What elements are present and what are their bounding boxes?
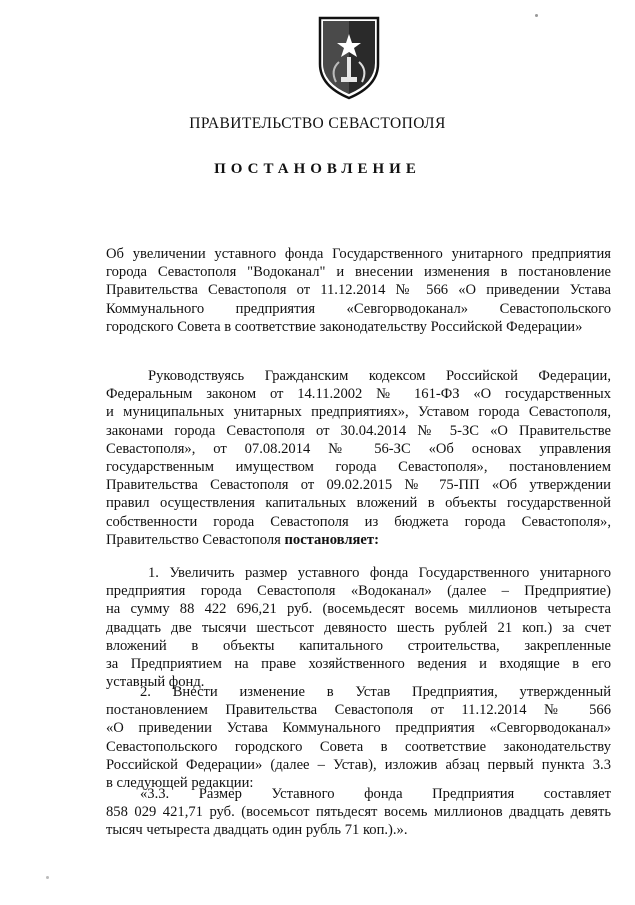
preamble-last-prefix: Правительство Севастополя bbox=[106, 531, 285, 548]
clause-2-line: Севастопольского городского Совета в соответствие законодательству bbox=[106, 738, 611, 755]
scan-speck bbox=[46, 876, 49, 879]
clause-2 bbox=[106, 683, 611, 792]
clause-1-line: уставный фонд. bbox=[106, 674, 205, 691]
preamble-line: Правительства Севастополя от 09.02.2015 № 75-ПП «Об утверждении bbox=[106, 477, 611, 494]
clause-2-line: Российской Федерации» (далее – Устав), изложив абзац первый пункта 3.3 bbox=[106, 756, 611, 773]
clause-2-line: 2. Внести изменение в Устав Предприятия, утвержденный bbox=[140, 684, 611, 700]
clause-3-3-quote bbox=[106, 785, 611, 840]
subject-line: Коммунального предприятия «Севгорводоканал» Севастопольского bbox=[106, 300, 611, 317]
subject-line: Об увеличении уставного фонда Государственного унитарного предприятия bbox=[106, 246, 611, 262]
preamble-last-line bbox=[106, 531, 611, 549]
government-name: ПРАВИТЕЛЬСТВО СЕВАСТОПОЛЯ bbox=[189, 115, 446, 132]
subject-line: городского Совета в соответствие законодательству Российской Федерации» bbox=[106, 318, 583, 335]
clause-2-line: в следующей редакции: bbox=[106, 774, 254, 791]
clause-2-line: «О приведении Устава Коммунального предприятия «Севгорводоканал» bbox=[106, 720, 611, 737]
clause-1-line: 1. Увеличить размер уставного фонда Государственного унитарного bbox=[148, 565, 611, 581]
subject-block bbox=[106, 245, 611, 336]
clause-2-line: постановлением Правительства Севастополя от 11.12.2014 № 566 bbox=[106, 702, 611, 719]
preamble-line: Руководствуясь Гражданским кодексом Российской Федерации, bbox=[148, 368, 611, 384]
preamble-line: Федеральным законом от 14.11.2002 № 161-ФЗ «О государственных bbox=[106, 386, 611, 403]
preamble-line: законами города Севастополя от 30.04.2014 № 5-ЗС «О Правительстве bbox=[106, 422, 611, 439]
clause-1-line: двадцать две тысячи шестьсот девяносто шесть рублей 21 коп.) за счет bbox=[106, 619, 611, 636]
preamble-line: собственности города Севастополя из бюджета города Севастополя», bbox=[106, 513, 611, 530]
scan-speck bbox=[535, 14, 538, 17]
preamble-line: и муниципальных унитарных предприятиях», Уставом города Севастополя, bbox=[106, 404, 611, 421]
subject-line: Правительства Севастополя от 11.12.2014 № 566 «О приведении Устава bbox=[106, 282, 611, 299]
preamble-line: правил осуществления капитальных вложений в объекты государственной bbox=[106, 495, 611, 512]
quote-line: «3.3. Размер Уставного фонда Предприятия составляет bbox=[140, 786, 611, 802]
clause-1-line: вложений в объекты капитального строительства, закрепленные bbox=[106, 637, 611, 654]
coat-of-arms-icon bbox=[314, 14, 384, 102]
resolution-keyword: постановляет: bbox=[284, 531, 379, 548]
clause-1 bbox=[106, 564, 611, 691]
clause-1-line: за Предприятием на праве хозяйственного ведения и входящие в его bbox=[106, 655, 611, 672]
document-type-title: ПОСТАНОВЛЕНИЕ bbox=[214, 161, 421, 177]
preamble-line: государственным имуществом города Севастополя», постановлением bbox=[106, 458, 611, 475]
clause-1-line: на сумму 88 422 696,21 руб. (восемьдесят восемь миллионов четыреста bbox=[106, 601, 611, 618]
quote-line: 858 029 421,71 руб. (восемьсот пятьдесят восемь миллионов двадцать девять bbox=[106, 804, 611, 821]
quote-line: тысяч четыреста двадцать один рубль 71 коп.).». bbox=[106, 822, 408, 839]
subject-line: города Севастополя "Водоканал" и внесении изменения в постановление bbox=[106, 264, 611, 281]
preamble-line: Севастополя», от 07.08.2014 № 56-ЗС «Об основах управления bbox=[106, 440, 611, 457]
preamble-block bbox=[106, 367, 611, 549]
clause-1-line: предприятия города Севастополя «Водоканал» (далее – Предприятие) bbox=[106, 583, 611, 600]
